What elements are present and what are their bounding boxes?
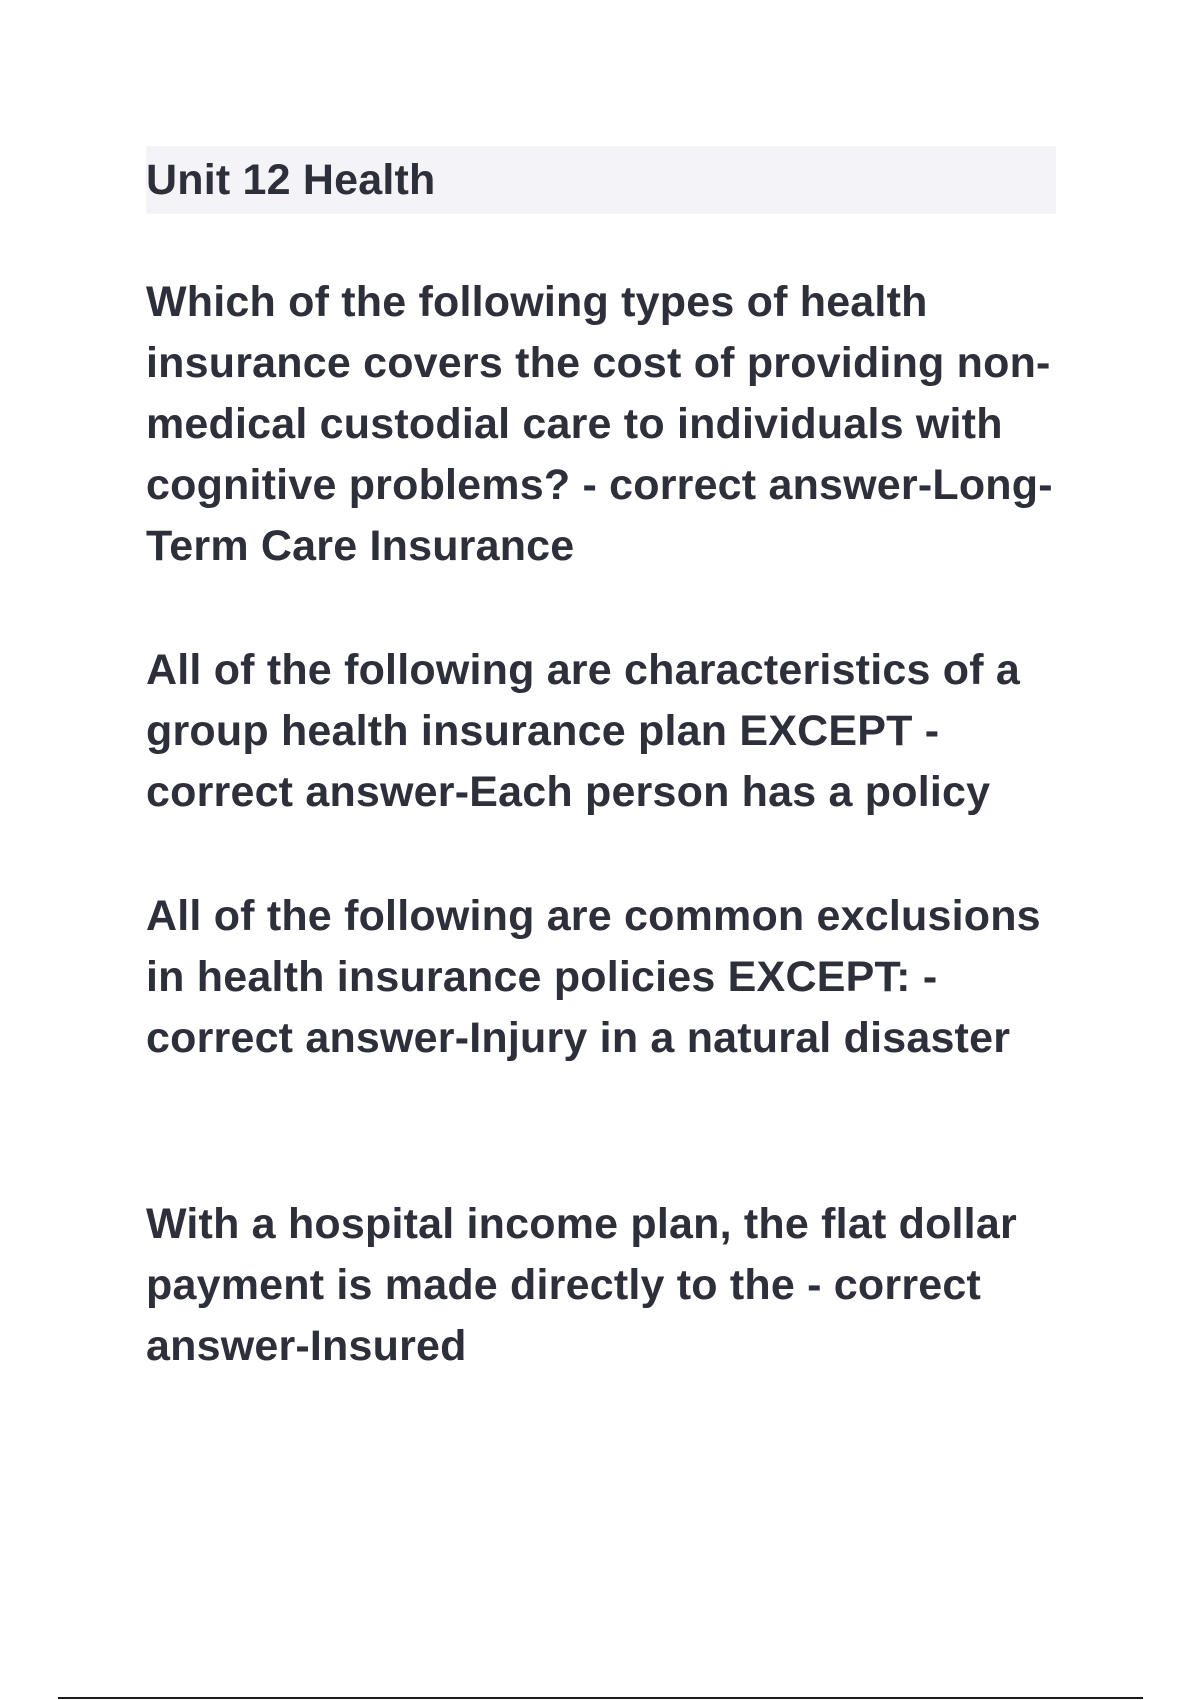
page-title: Unit 12 Health [146,156,436,204]
question-answer-1: Which of the following types of health insurance covers the cost of providing non-medical custodial care to individuals with cognitive problems? - correct answer-Long-Term Care Insurance [146,278,1053,570]
footer-divider [58,1697,1143,1699]
question-answer-3: All of the following are common exclusions in health insurance policies EXCEPT: - correct answer-Injury in a natural disaster [146,892,1041,1062]
question-answer-4: With a hospital income plan, the flat dollar payment is made directly to the - correct answer-Insured [146,1200,1017,1370]
question-answer-2: All of the following are characteristics of a group health insurance plan EXCEPT - correct answer-Each person has a policy [146,646,1020,816]
title-bar [146,146,1056,214]
